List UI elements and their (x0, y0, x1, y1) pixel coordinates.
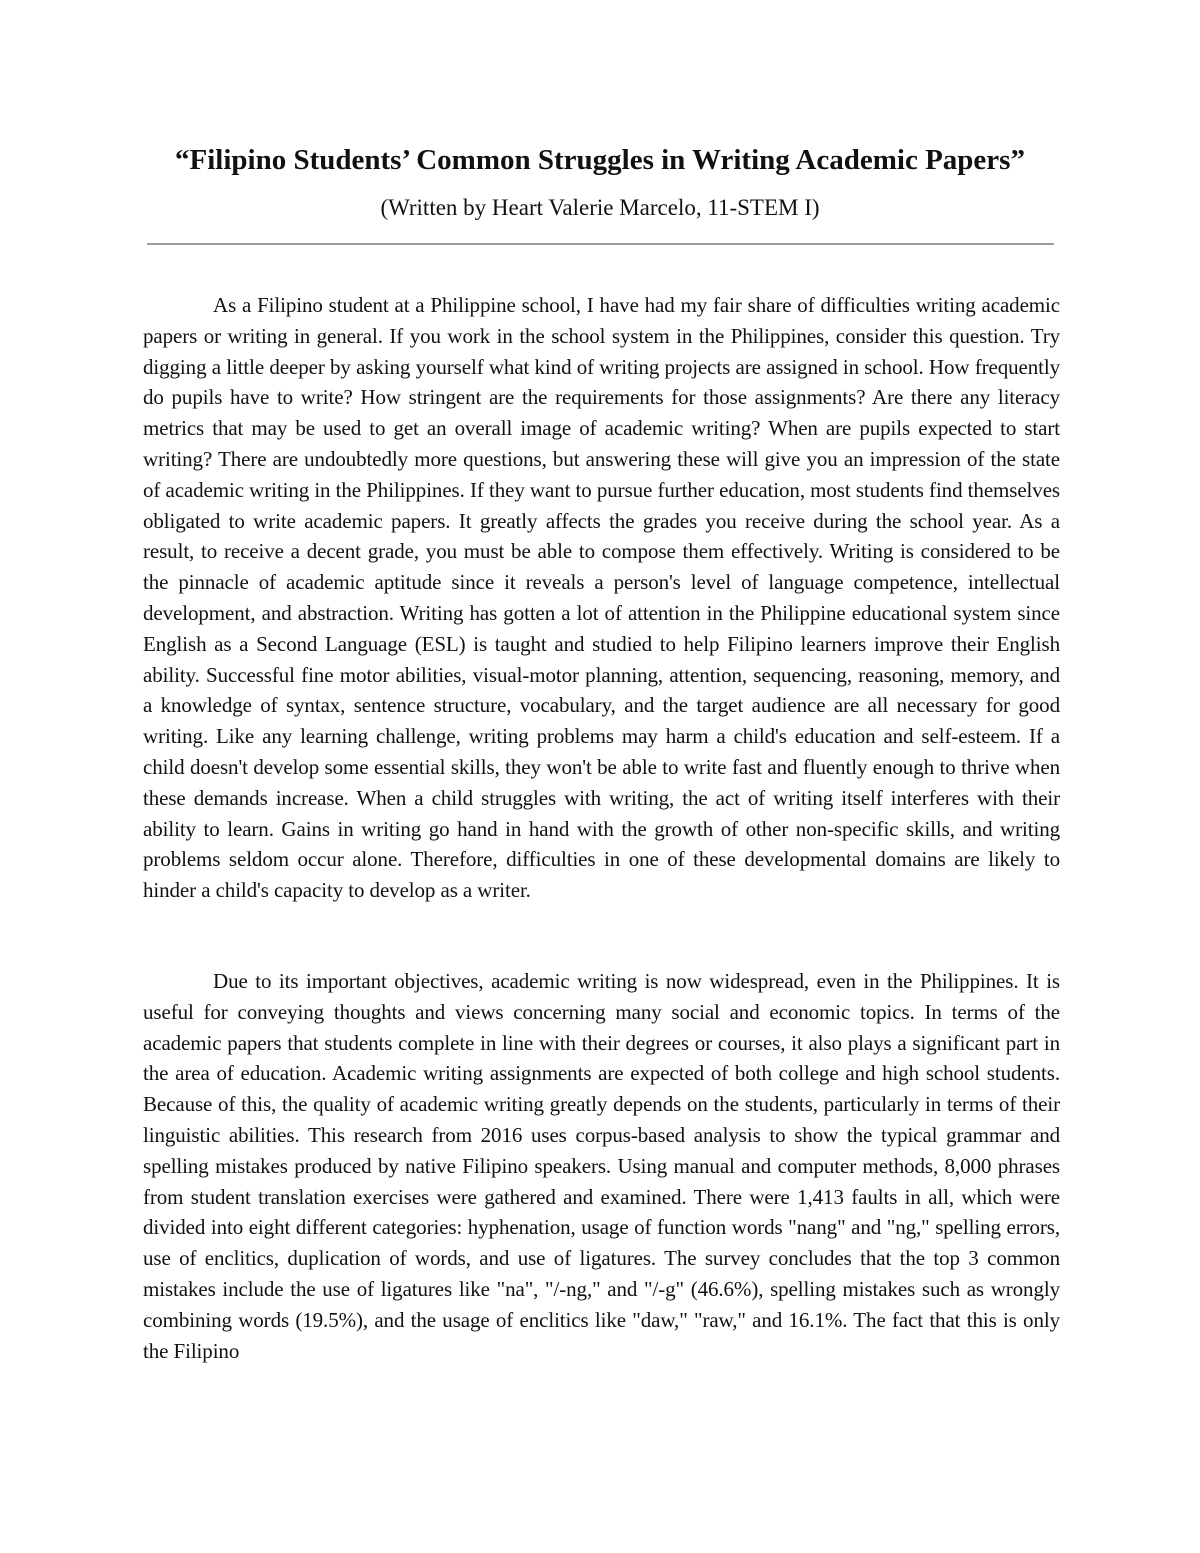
body-paragraph-2: Due to its important objectives, academic writing is now widespread, even in the Philippines. It is useful for conveying thoughts and views concerning many social and economic topics. In terms of the academic papers that students complete in line with their degrees or courses, it also plays a significant part in the area of education. Academic writing assignments are expected of both college and high school students. Because of this, the quality of academic writing greatly depends on the students, particularly in terms of their linguistic abilities. This research from 2016 uses corpus-based analysis to show the typical grammar and spelling mistakes produced by native Filipino speakers. Using manual and computer methods, 8,000 phrases from student translation exercises were gathered and examined. There were 1,413 faults in all, which were divided into eight different categories: hyphenation, usage of function words "nang" and "ng," spelling errors, use of enclitics, duplication of words, and use of ligatures. The survey concludes that the top 3 common mistakes include the use of ligatures like "na", "/-ng," and "/-g" (46.6%), spelling mistakes such as wrongly combining words (19.5%), and the usage of enclitics like "daw," "raw," and 16.1%. The fact that this is only the Filipino (143, 969, 1060, 1363)
horizontal-divider (147, 243, 1054, 245)
document-byline: (Written by Heart Valerie Marcelo, 11-STEM I) (380, 195, 820, 220)
document-title: “Filipino Students’ Common Struggles in Writing Academic Papers” (175, 144, 1025, 176)
body-paragraph-1: As a Filipino student at a Philippine school, I have had my fair share of difficulties writing academic papers or writing in general. If you work in the school system in the Philippines, consider this question. Try digging a little deeper by asking yourself what kind of writing projects are assigned in school. How frequently do pupils have to write? How stringent are the requirements for those assignments? Are there any literacy metrics that may be used to get an overall image of academic writing? When are pupils expected to start writing? There are undoubtedly more questions, but answering these will give you an impression of the state of academic writing in the Philippines. If they want to pursue further education, most students find themselves obligated to write academic papers. It greatly affects the grades you receive during the school year. As a result, to receive a decent grade, you must be able to compose them effectively. Writing is considered to be the pinnacle of academic aptitude since it reveals a person's level of language competence, intellectual development, and abstraction. Writing has gotten a lot of attention in the Philippine educational system since English as a Second Language (ESL) is taught and studied to help Filipino learners improve their English ability. Successful fine motor abilities, visual-motor planning, attention, sequencing, reasoning, memory, and a knowledge of syntax, sentence structure, vocabulary, and the target audience are all necessary for good writing. Like any learning challenge, writing problems may harm a child's education and self-esteem. If a child doesn't develop some essential skills, they won't be able to write fast and fluently enough to thrive when these demands increase. When a child struggles with writing, the act of writing itself interferes with their ability to learn. Gains in writing go hand in hand with the growth of other non-specific skills, and writing problems seldom occur alone. Therefore, difficulties in one of these developmental domains are likely to hinder a child's capacity to develop as a writer. (143, 293, 1060, 903)
